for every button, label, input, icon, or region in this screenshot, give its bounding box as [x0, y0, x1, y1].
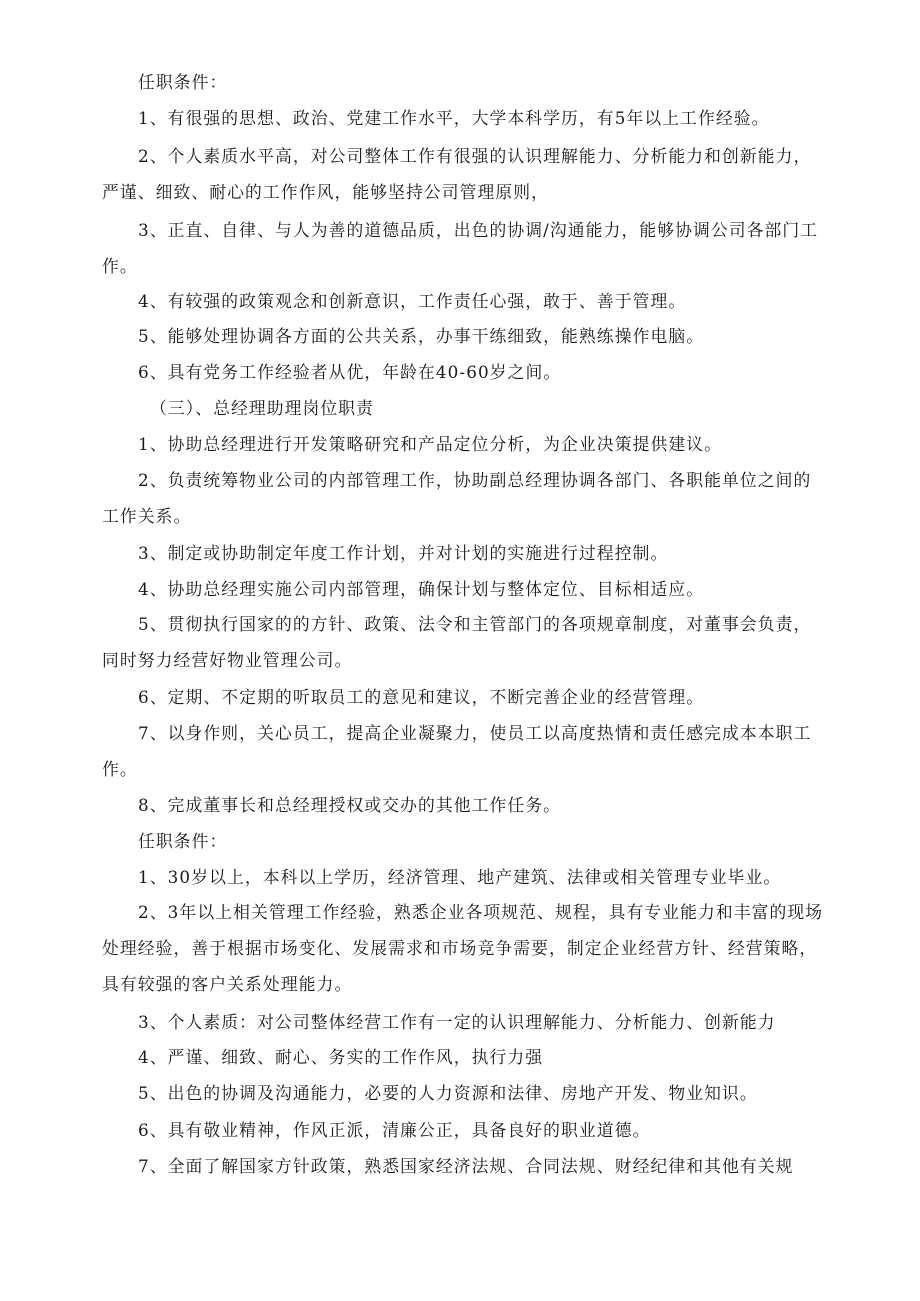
paragraph: 3、制定或协助制定年度工作计划，并对计划的实施进行过程控制。 — [138, 543, 669, 563]
paragraph: 7、以身作则，关心员工，提高企业凝聚力，使员工以高度热情和责任感完成本本职工作。 — [102, 723, 812, 779]
paragraph: 4、有较强的政策观念和创新意识，工作责任心强，敢于、善于管理。 — [138, 291, 687, 311]
paragraph: 2、个人素质水平高，对公司整体工作有很强的认识理解能力、分析能力和创新能力，严谨、细致、耐心的工作作风，能够坚持公司管理原则， — [102, 146, 812, 202]
paragraph: 4、协助总经理实施公司内部管理，确保计划与整体定位、目标相适应。 — [138, 579, 705, 599]
paragraph: 6、具有党务工作经验者从优，年龄在40-60岁之间。 — [138, 362, 562, 382]
paragraph: 4、严谨、细致、耐心、务实的工作作风，执行力强 — [138, 1047, 544, 1067]
paragraph: 2、负责统筹物业公司的内部管理工作，协助副总经理协调各部门、各职能单位之间的工作关系。 — [102, 470, 812, 526]
paragraph: 8、完成董事长和总经理授权或交办的其他工作任务。 — [138, 795, 562, 815]
paragraph: 1、协助总经理进行开发策略研究和产品定位分析，为企业决策提供建议。 — [138, 434, 722, 454]
paragraph: 2、3年以上相关管理工作经验，熟悉企业各项规范、规程，具有专业能力和丰富的现场处理经验，善于根据市场变化、发展需求和市场竞争需要，制定企业经营方针、经营策略，具有较强的客户关系处理能力。 — [102, 902, 824, 994]
paragraph: 3、个人素质：对公司整体经营工作有一定的认识理解能力、分析能力、创新能力 — [138, 1012, 776, 1032]
paragraph: 3、正直、自律、与人为善的道德品质，出色的协调/沟通能力，能够协调公司各部门工作。 — [102, 220, 819, 276]
paragraph: 6、具有敬业精神，作风正派，清廉公正，具备良好的职业道德。 — [138, 1120, 651, 1140]
section-heading: （三）、总经理助理岗位职责 — [150, 398, 375, 418]
section-label-requirements: 任职条件： — [138, 831, 228, 851]
section-label-requirements: 任职条件： — [138, 72, 228, 92]
paragraph: 6、定期、不定期的听取员工的意见和建议，不断完善企业的经营管理。 — [138, 687, 705, 707]
paragraph: 1、30岁以上，本科以上学历，经济管理、地产建筑、法律或相关管理专业毕业。 — [138, 867, 782, 887]
paragraph: 5、能够处理协调各方面的公共关系，办事干练细致，能熟练操作电脑。 — [138, 326, 705, 346]
paragraph: 5、出色的协调及沟通能力，必要的人力资源和法律、房地产开发、物业知识。 — [138, 1083, 758, 1103]
paragraph: 5、贯彻执行国家的的方针、政策、法令和主管部门的各项规章制度，对董事会负责，同时努力经营好物业管理公司。 — [102, 614, 812, 670]
paragraph: 1、有很强的思想、政治、党建工作水平，大学本科学历，有5年以上工作经验。 — [138, 108, 770, 128]
paragraph: 7、全面了解国家方针政策，熟悉国家经济法规、合同法规、财经纪律和其他有关规 — [138, 1156, 794, 1176]
